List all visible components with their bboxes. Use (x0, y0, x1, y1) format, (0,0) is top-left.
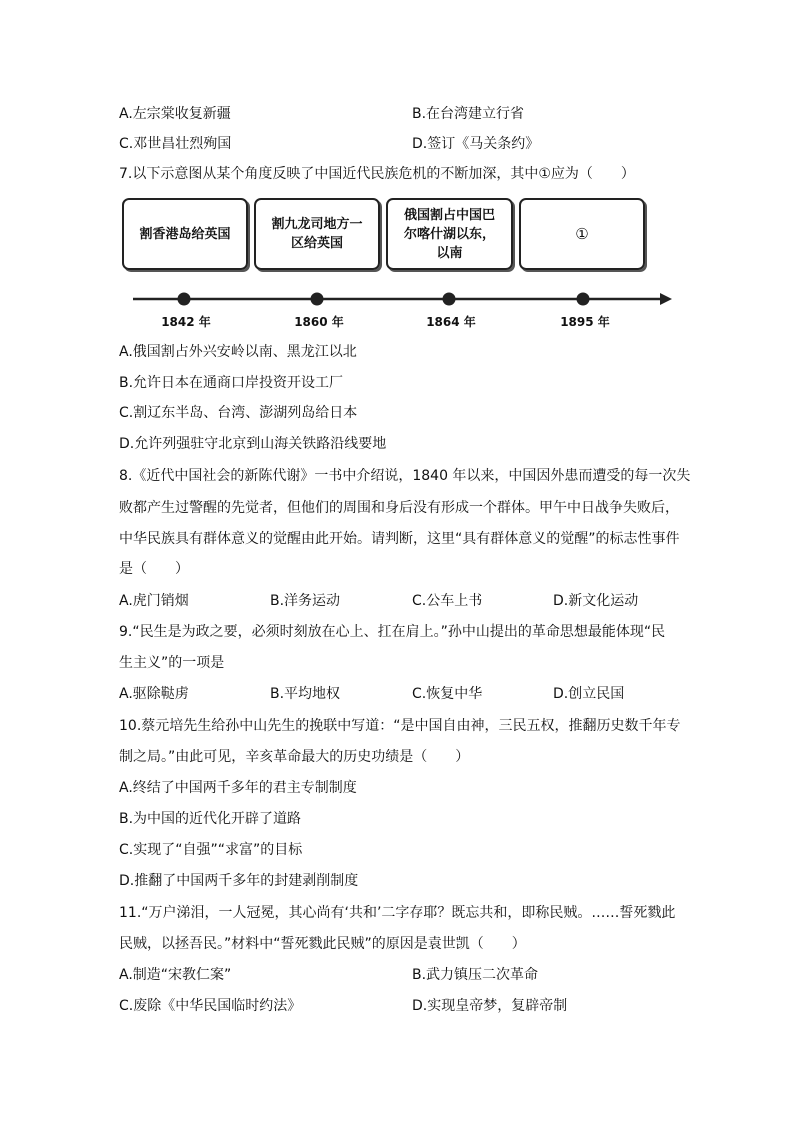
q9-option-c[interactable]: C.恢复中华 (412, 686, 483, 702)
q10-stem-line: 制之局。”由此可见，辛亥革命最大的历史功绩是（ ） (119, 749, 470, 765)
q6-option-a[interactable]: A.左宗棠收复新疆 (119, 106, 231, 122)
q8-stem-line: 败都产生过警醒的先觉者，但他们的周围和身后没有形成一个群体。甲午中日战争失败后， (119, 500, 679, 516)
q9-option-a[interactable]: A.驱除鞑虏 (119, 686, 189, 702)
q11-option-b[interactable]: B.武力镇压二次革命 (412, 967, 539, 983)
q7-stem: 7.以下示意图从某个角度反映了中国近代民族危机的不断加深，其中①应为（ ） (119, 166, 635, 182)
timeline-box-1842 (122, 198, 248, 270)
q9-stem-line: 生主义”的一项是 (119, 655, 225, 671)
q9-option-b[interactable]: B.平均地权 (270, 686, 341, 702)
timeline-year: 1895 年 (560, 315, 610, 329)
q8-stem-line: 是（ ） (119, 561, 189, 577)
q11-stem-line: 11.“万户涕泪，一人冠冕，其心尚有‘共和’二字存耶？既忘共和，即称民贼。……誓死戮此 (119, 905, 676, 921)
q7-option-b[interactable]: B.允许日本在通商口岸投资开设工厂 (119, 375, 344, 391)
timeline-year: 1864 年 (426, 315, 476, 329)
timeline-point-1842 (178, 293, 191, 306)
q11-option-c[interactable]: C.废除《中华民国临时约法》 (119, 998, 302, 1014)
q11-stem-line: 民贼，以拯吾民。”材料中“誓死戮此民贼”的原因是袁世凯（ ） (119, 936, 526, 952)
timeline-axis (0, 285, 794, 315)
q8-stem-line: 中华民族具有群体意义的觉醒由此开始。请判断，这里“具有群体意义的觉醒”的标志性事件 (119, 531, 680, 547)
timeline-box-1860 (254, 198, 380, 270)
q6-option-b[interactable]: B.在台湾建立行省 (412, 106, 525, 122)
timeline-year: 1860 年 (294, 315, 344, 329)
q9-stem-line: 9.“民生是为政之要，必须时刻放在心上、扛在肩上。”孙中山提出的革命思想最能体现“民 (119, 624, 666, 640)
q7-option-c[interactable]: C.割辽东半岛、台湾、澎湖列岛给日本 (119, 405, 358, 421)
q9-option-d[interactable]: D.创立民国 (553, 686, 625, 702)
q6-option-d[interactable]: D.签订《马关条约》 (412, 136, 540, 152)
q11-option-a[interactable]: A.制造“宋教仁案” (119, 967, 232, 983)
q7-option-d[interactable]: D.允许列强驻守北京到山海关铁路沿线要地 (119, 436, 387, 452)
q6-option-c[interactable]: C.邓世昌壮烈殉国 (119, 136, 232, 152)
timeline-box-text: 割香港岛给英国 (139, 226, 231, 242)
q10-option-a[interactable]: A.终结了中国两千多年的君主专制制度 (119, 780, 357, 796)
timeline-box-1895 (519, 198, 645, 270)
timeline-box-text: ① (575, 224, 589, 243)
timeline-point-1864 (443, 293, 456, 306)
q11-option-d[interactable]: D.实现皇帝梦，复辟帝制 (412, 998, 568, 1014)
q8-option-d[interactable]: D.新文化运动 (553, 593, 639, 609)
timeline-box-text: 俄国割占中国巴 尔喀什湖以东， 以南 (403, 207, 495, 261)
q8-option-c[interactable]: C.公车上书 (412, 593, 483, 609)
q8-option-a[interactable]: A.虎门销烟 (119, 593, 189, 609)
timeline-year: 1842 年 (161, 315, 211, 329)
q8-stem-line: 8.《近代中国社会的新陈代谢》一书中介绍说，1840 年以来，中国因外患而遭受的每一次失 (119, 468, 691, 484)
timeline-box-text: 割九龙司地方一 区给英国 (271, 217, 363, 251)
timeline-point-1895 (577, 293, 590, 306)
q8-option-b[interactable]: B.洋务运动 (270, 593, 341, 609)
q10-option-c[interactable]: C.实现了“自强”“求富”的目标 (119, 842, 303, 858)
q10-option-b[interactable]: B.为中国的近代化开辟了道路 (119, 811, 302, 827)
timeline-box-1864 (386, 198, 513, 270)
timeline-point-1860 (311, 293, 324, 306)
timeline-arrow-icon (660, 293, 672, 305)
q7-option-a[interactable]: A.俄国割占外兴安岭以南、黑龙江以北 (119, 344, 357, 360)
q10-stem-line: 10.蔡元培先生给孙中山先生的挽联中写道：“是中国自由神，三民五权，推翻历史数千年专 (119, 718, 681, 734)
q10-option-d[interactable]: D.推翻了中国两千多年的封建剥削制度 (119, 873, 359, 889)
